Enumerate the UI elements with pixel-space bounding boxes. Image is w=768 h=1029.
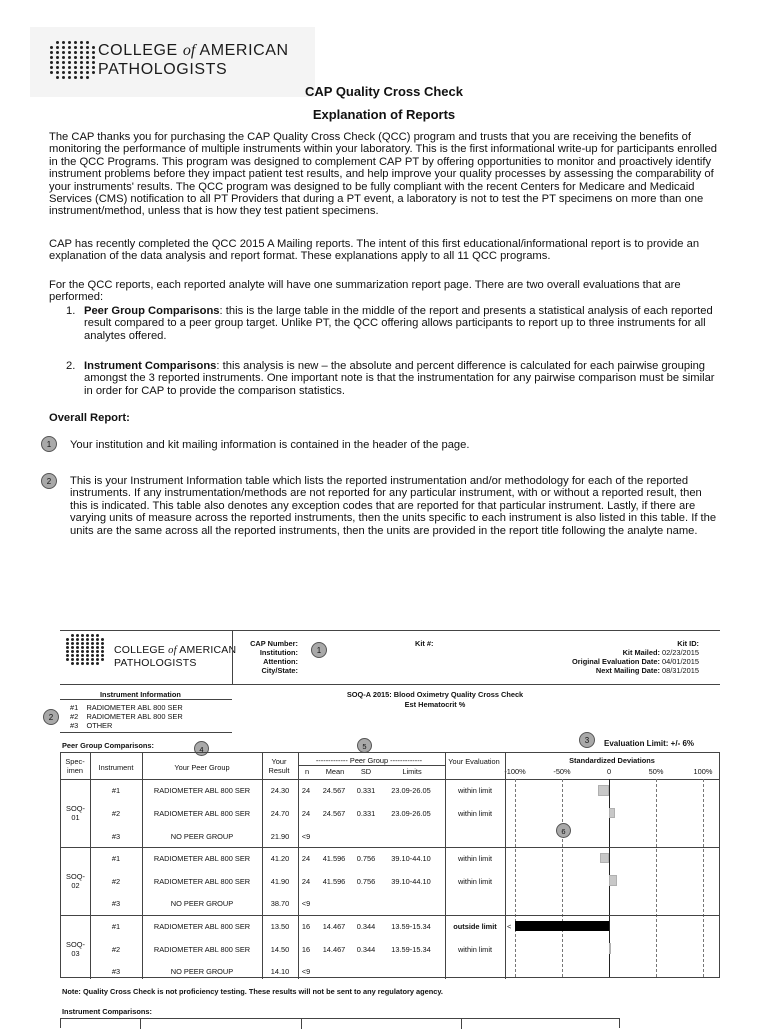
cell-instrument: #2: [111, 944, 121, 954]
cell-n: 24: [301, 854, 311, 864]
cell-n: 24: [301, 808, 311, 818]
peer-group-comparisons-label: Peer Group Comparisons:: [62, 741, 154, 750]
cell-instrument: #1: [111, 921, 121, 931]
doc-title: CAP Quality Cross Check: [305, 84, 463, 99]
cell-peer-group: RADIOMETER ABL 800 SER: [153, 876, 251, 886]
cell-result: 13.50: [270, 921, 290, 931]
cell-limits: 39.10-44.10: [391, 876, 431, 886]
col-your-result: Your Result: [268, 757, 290, 775]
cell-instrument: #3: [111, 831, 121, 841]
std-dev-bar: [515, 921, 609, 932]
report-callout-1-icon: 1: [311, 642, 327, 658]
std-dev-tick-label: 50%: [648, 767, 664, 776]
instrument-info-bottom-rule: [60, 732, 232, 733]
std-dev-tick-label: 0: [606, 767, 612, 776]
callout-1-text: Your institution and kit mailing information is contained in the header of the page.: [70, 439, 470, 451]
report-callout-3-icon: 3: [579, 732, 595, 748]
cell-mean: 24.567: [322, 786, 346, 796]
kit-dates: Kit ID: Kit Mailed: 02/23/2015 Original Evaluation Date: 04/01/2015 Next Mailing Date: 08/31/2015: [572, 639, 699, 675]
cell-evaluation: outside limit: [453, 921, 497, 931]
cell-evaluation: within limit: [457, 854, 493, 864]
cell-sd: 0.344: [356, 944, 376, 954]
col-sd: SD: [360, 767, 372, 776]
std-dev-tick-label: -100%: [504, 767, 526, 776]
report-logo-dots-icon: [66, 634, 105, 665]
cell-limits: 39.10-44.10: [391, 854, 431, 864]
cell-instrument: #3: [111, 967, 121, 977]
logo-wordmark: COLLEGE of AMERICAN PATHOLOGISTS: [98, 42, 289, 78]
cell-result: 41.90: [270, 876, 290, 886]
std-dev-bar: [598, 785, 609, 796]
report-callout-6-icon: 6: [556, 823, 571, 838]
ic-col-divider: [461, 1019, 462, 1029]
cell-n: <9: [301, 831, 311, 841]
cell-sd: 0.344: [356, 921, 376, 931]
cell-result: 38.70: [270, 899, 290, 909]
report-header-labels: CAP Number: Institution: Attention: City/State:: [250, 639, 298, 675]
cell-peer-group: RADIOMETER ABL 800 SER: [153, 808, 251, 818]
cell-peer-group: RADIOMETER ABL 800 SER: [153, 944, 251, 954]
cell-mean: 24.567: [322, 808, 346, 818]
cell-result: 14.10: [270, 967, 290, 977]
cell-instrument: #2: [111, 876, 121, 886]
ic-col-divider: [301, 1019, 302, 1029]
report-header-top-border: [60, 630, 720, 631]
cell-peer-group: RADIOMETER ABL 800 SER: [153, 854, 251, 864]
peer-group-table: [60, 752, 720, 978]
intro-paragraph: The CAP thanks you for purchasing the CAP Quality Cross Check (QCC) program and trusts that you are receiving the benefits of monitoring the performance of multiple instruments within your laboratory. This is the first informational write-up for participants enrolled in the QCC Programs. This program was designed to complement CAP PT by offering opportunities to monitor and proactively identify instrument problems before they impact patient test results, and help improve your quality processes by assessing the comparability of your instruments' results. The QCC program was designed to be fully compliant with the recent Centers for Medicare and Medicaid Services (CMS) notification to all PT Providers that during a PT event, a laboratory is not to test the PT specimens on more than one instrument/method, unless that is how they test patient specimens.: [49, 131, 718, 218]
col-standardized-deviations: Standardized Deviations: [569, 756, 655, 765]
cell-result: 41.20: [270, 854, 290, 864]
std-dev-tick-label: 100%: [693, 767, 713, 776]
cell-evaluation: within limit: [457, 944, 493, 954]
std-dev-tick-label: -50%: [553, 767, 571, 776]
cell-result: 24.70: [270, 808, 290, 818]
cell-limits: 23.09-26.05: [391, 786, 431, 796]
cell-instrument: #3: [111, 899, 121, 909]
cell-sd: 0.756: [356, 854, 376, 864]
cell-evaluation: within limit: [457, 808, 493, 818]
cell-evaluation: within limit: [457, 786, 493, 796]
report-callout-5-icon: 5: [357, 738, 372, 753]
cell-result: 14.50: [270, 944, 290, 954]
specimen-label: SOQ-02: [66, 871, 85, 890]
cell-limits: 23.09-26.05: [391, 808, 431, 818]
cell-mean: 14.467: [322, 921, 346, 931]
instrument-comparisons-label: Instrument Comparisons:: [62, 1007, 152, 1016]
ic-col-divider: [140, 1019, 141, 1029]
cell-sd: 0.331: [356, 786, 376, 796]
instrument-info-row: #3 OTHER: [70, 721, 113, 730]
cell-n: <9: [301, 967, 311, 977]
report-callout-2-icon: 2: [43, 709, 59, 725]
cell-n: 16: [301, 921, 311, 931]
list-item-instrument-comparisons: 2. Instrument Comparisons: this analysis is new – the absolute and percent difference is calculated for each pairwise grouping amongst the 3 reported instruments. One important note is that the instrumentation for any pairwise comparison must be similar in order for CAP to provide the comparison statistics.: [66, 360, 715, 397]
instrument-info-row: #1 RADIOMETER ABL 800 SER: [70, 703, 183, 712]
callout-1-icon: 1: [41, 436, 57, 452]
instrument-info-title: Instrument Information: [100, 690, 181, 699]
mailing-paragraph: CAP has recently completed the QCC 2015 A Mailing reports. The intent of this first educational/informational report is to provide an explanation of the data analysis and report format. These explanations apply to all 11 QCC programs.: [49, 238, 700, 263]
cell-sd: 0.756: [356, 876, 376, 886]
cell-instrument: #1: [111, 854, 121, 864]
cell-mean: 14.467: [322, 944, 346, 954]
std-dev-bar: [600, 853, 609, 864]
cell-n: 16: [301, 944, 311, 954]
cell-peer-group: NO PEER GROUP: [170, 967, 234, 977]
cell-n: 24: [301, 786, 311, 796]
col-specimen: Spec-imen: [65, 757, 85, 775]
report-title: SOQ-A 2015: Blood Oximetry Quality Cross Check: [346, 690, 524, 699]
report-header-divider: [232, 630, 233, 684]
peer-group-sub-rule: [298, 765, 445, 766]
col-your-evaluation: Your Evaluation: [448, 757, 500, 766]
instrument-info-rule: [60, 699, 232, 700]
cell-peer-group: NO PEER GROUP: [170, 831, 234, 841]
specimen-label: SOQ-01: [66, 803, 85, 822]
report-logo-wordmark: COLLEGE of AMERICAN PATHOLOGISTS: [114, 644, 237, 669]
std-dev-bar: [609, 808, 615, 819]
cell-sd: 0.331: [356, 808, 376, 818]
cell-result: 21.90: [270, 831, 290, 841]
specimen-label: SOQ-03: [66, 939, 85, 958]
col-mean: Mean: [325, 767, 345, 776]
out-of-range-flag: <: [507, 921, 512, 931]
std-dev-bar: [609, 875, 617, 886]
doc-subtitle: Explanation of Reports: [312, 107, 456, 122]
cell-limits: 13.59-15.34: [391, 921, 431, 931]
report-header-bottom-border: [60, 684, 720, 685]
cell-instrument: #1: [111, 786, 121, 796]
report-note: Note: Quality Cross Check is not proficiency testing. These results will not be sent to any regulatory agency.: [62, 987, 443, 996]
evaluation-limit: Evaluation Limit: +/- 6%: [604, 739, 695, 748]
col-instrument: Instrument: [98, 763, 134, 772]
col-peer-group-span: ------------- Peer Group -------------: [315, 756, 423, 765]
report-callout-4-icon: 4: [194, 741, 209, 756]
overall-report-heading: Overall Report:: [49, 412, 130, 424]
instrument-comparisons-table: [60, 1018, 620, 1028]
callout-2-icon: 2: [41, 473, 57, 489]
cell-peer-group: RADIOMETER ABL 800 SER: [153, 921, 251, 931]
col-n: n: [304, 767, 310, 776]
kit-number-label: Kit #:: [415, 639, 434, 648]
std-dev-bar: [609, 943, 611, 954]
cell-peer-group: RADIOMETER ABL 800 SER: [153, 786, 251, 796]
instrument-info-list: [70, 703, 240, 730]
report-analyte: Est Hematocrit %: [404, 700, 466, 709]
col-limits: Limits: [402, 767, 422, 776]
instrument-info-row: #2 RADIOMETER ABL 800 SER: [70, 712, 183, 721]
cell-n: 24: [301, 876, 311, 886]
cell-mean: 41.596: [322, 854, 346, 864]
evaluations-paragraph: For the QCC reports, each reported analyte will have one summarization report page. There are two overall evaluations that are performed:: [49, 279, 681, 304]
cell-n: <9: [301, 899, 311, 909]
cell-evaluation: within limit: [457, 876, 493, 886]
list-item-peer-group: 1. Peer Group Comparisons: this is the large table in the middle of the report and presents a statistical analysis of each reported result compared to a peer group target. Unlike PT, the QCC offering allows participants to report up to three instruments for all analytes offered.: [66, 305, 713, 342]
callout-2-text: This is your Instrument Information table which lists the reported instrumentation and/or methodology for each of the reported instruments. If any instrumentation/methods are not reported for any particular instrument, with or without a reported result, then this is indicated. This table also denotes any exception codes that are reported for that particular instrument. Lastly, if there are varying units of measure across the reported instruments, then the units specific to each instrument is also listed in this table. If the units are the same across all the reported instruments, then the units are provided in the report title following the analyte name.: [70, 475, 717, 537]
cell-limits: 13.59-15.34: [391, 944, 431, 954]
cell-peer-group: NO PEER GROUP: [170, 899, 234, 909]
cell-result: 24.30: [270, 786, 290, 796]
col-peer-group: Your Peer Group: [174, 763, 230, 772]
cell-mean: 41.596: [322, 876, 346, 886]
cell-instrument: #2: [111, 808, 121, 818]
